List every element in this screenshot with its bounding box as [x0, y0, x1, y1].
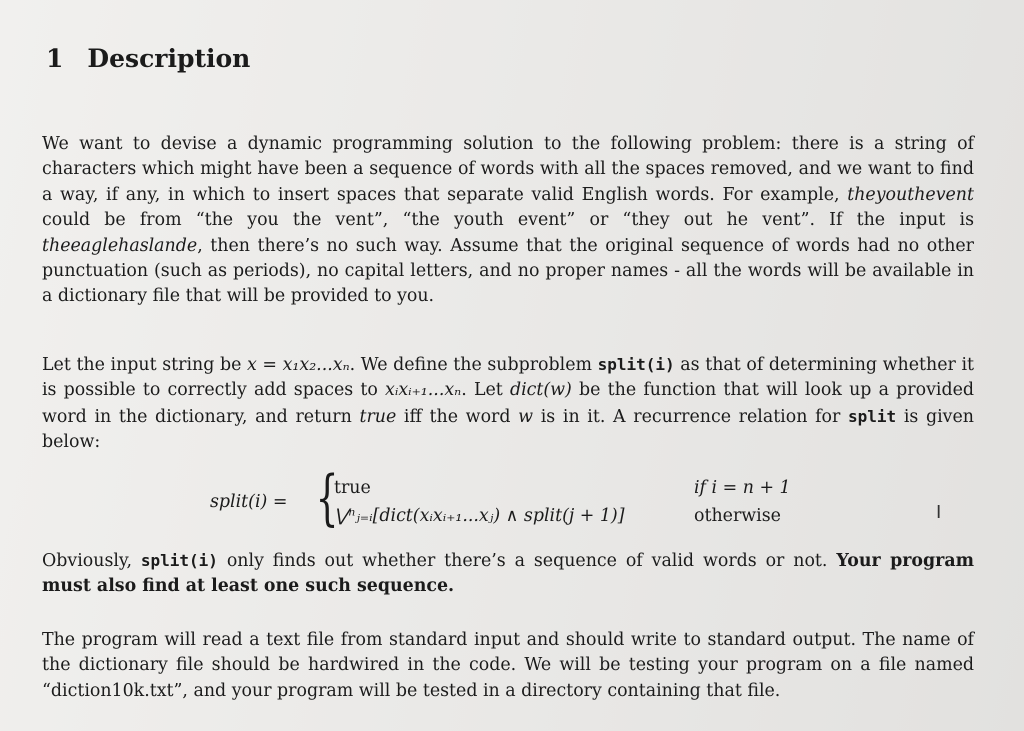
equation-case-recursive: ⋁ⁿⱼ₌ᵢ[dict(xᵢxᵢ₊₁...xⱼ) ∧ split(j + 1)]: [334, 506, 625, 526]
paragraph-subproblem: [42, 352, 974, 456]
p2-text-c: as that of determining whether it is possible to correctly add spaces to: [42, 355, 975, 401]
equation-brace: {: [315, 463, 339, 533]
p2-math-true: true: [359, 406, 397, 427]
p2-code-split-i: split(i): [597, 355, 675, 374]
equation-condition-otherwise: otherwise: [694, 506, 781, 526]
p2-text-d: . Let: [461, 380, 510, 401]
p3-code-split-i: split(i): [140, 551, 218, 570]
paragraph-io: [42, 628, 974, 704]
p2-text-a: Let the input string be: [42, 355, 248, 375]
paragraph-problem-statement: [42, 132, 974, 310]
p2-text-e: be the function that will look up a provided word in the dictionary, and return: [42, 380, 975, 427]
p1-text-b: could be from “the you the vent”, “the youth event” or “they out he vent”. If the input is: [42, 210, 974, 231]
equation-condition-base: if i = n + 1: [694, 478, 791, 498]
p2-math-dict: dict(w): [509, 380, 572, 401]
p3-text-a: Obviously,: [42, 551, 141, 571]
p1-example-2: theeaglehaslande: [42, 235, 198, 256]
p2-math-xi: xᵢxᵢ₊₁...xₙ: [385, 380, 462, 401]
p4-text: The program will read a text file from standard input and should write to standard output. The name of the dictionary file should be hardwired in the code. We will be testing your program on a file named “diction10k.txt”, and your program will be tested in a directory containing that file.: [42, 630, 974, 701]
p2-text-b: . We define the subproblem: [349, 355, 598, 375]
section-heading: [46, 44, 250, 73]
p2-math-x: x = x₁x₂...xₙ: [247, 355, 350, 375]
text-cursor-icon: I: [936, 502, 942, 523]
p2-math-w: w: [518, 406, 534, 427]
p1-text-c: , then there’s no such way. Assume that the original sequence of words had no other punctuation (such as periods), no capital letters, and no proper names - all the words will be available in a dictionary file that will be provided to you.: [42, 235, 974, 307]
recurrence-equation: [210, 463, 830, 534]
p1-text-a: We want to devise a dynamic programming solution to the following problem: there is a string of characters which might have been a sequence of words with all the spaces removed, and we want to find a way, if any, in which to insert spaces that separate valid English words. For example,: [42, 134, 974, 205]
p2-text-g: is in it. A recurrence relation for: [533, 406, 848, 427]
section-number: 1: [46, 44, 64, 73]
section-title: Description: [87, 44, 251, 73]
equation-lhs: split(i) =: [210, 492, 288, 512]
equation-case-true: true: [334, 478, 371, 498]
p3-text-b: only finds out whether there’s a sequence of valid words or not.: [217, 551, 837, 571]
p3-bold-requirement: Your program must also find at least one such sequence.: [42, 551, 974, 597]
paragraph-requirement: [42, 548, 974, 600]
p2-text-f: iff the word: [396, 406, 519, 427]
p2-text-h: is given below:: [42, 406, 974, 453]
p1-example-1: theyouthevent: [847, 184, 974, 205]
p2-code-split: split: [847, 406, 897, 426]
